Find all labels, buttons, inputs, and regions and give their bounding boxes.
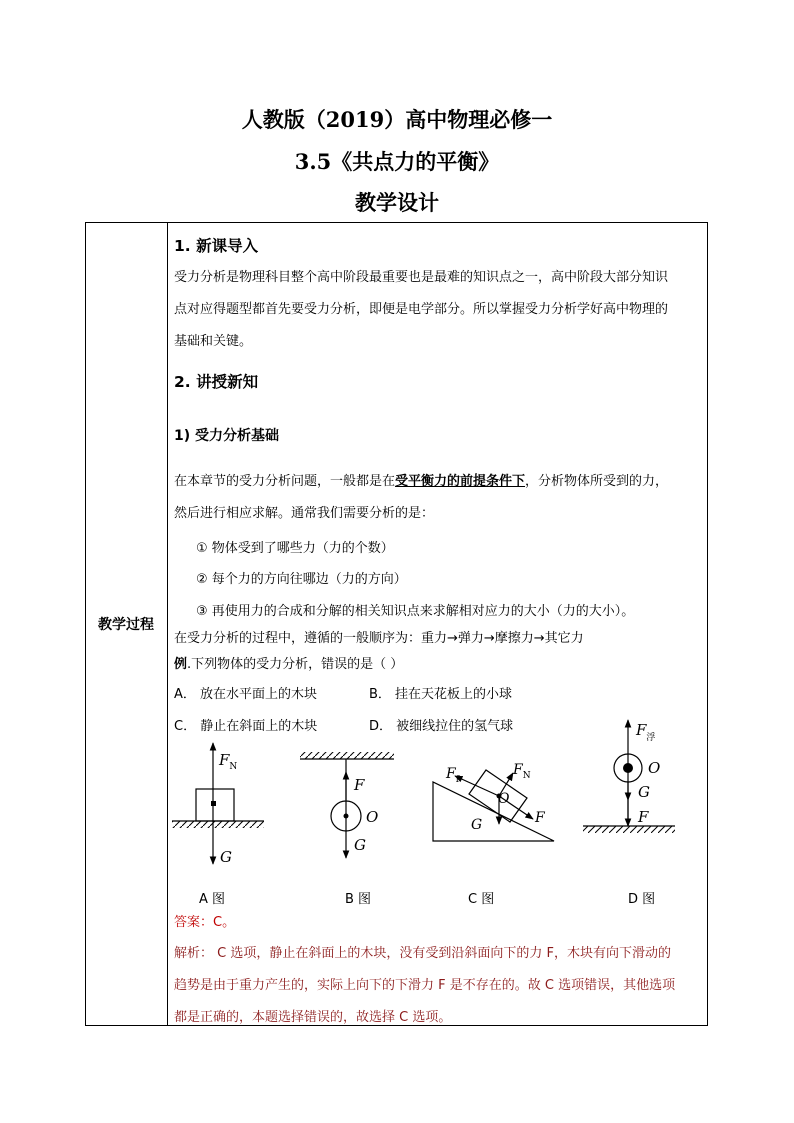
label-f: F (354, 776, 365, 794)
figure-a (172, 743, 264, 866)
analysis-line2: 趋势是由于重力产生的，实际上向下的下滑力 F 是不存在的。故 C 选项错误，其他选项 (174, 978, 676, 993)
caption-b: B 图 (345, 892, 372, 907)
list-item: ③ 再使用力的合成和分解的相关知识点来求解相对应力的大小（力的大小）。 (196, 604, 635, 619)
friction-arrow (455, 776, 499, 796)
label-ff: $F_f$ (446, 766, 460, 785)
answer: 答案：C。 (174, 915, 236, 930)
option-c: C． 静止在斜面上的木块 (174, 719, 318, 734)
label-o: O (648, 759, 661, 777)
figure-b (300, 752, 394, 858)
example-question-text: .下列物体的受力分析，错误的是（ ） (187, 657, 404, 672)
document-type-title: 教学设计 (355, 190, 439, 215)
section2-para1-line2: 然后进行相应求解。通常我们需要分析的是： (174, 506, 435, 521)
para1-prefix: 在本章节的受力分析问题，一般都是在 (174, 474, 396, 489)
example-label: 例 (174, 657, 188, 672)
list-item: ① 物体受到了哪些力（力的个数） (196, 541, 394, 556)
label-g: G (471, 817, 483, 833)
section1-para-line2: 点对应得题型都首先要受力分析，即便是电学部分。所以掌握受力分析学好高中物理的 (174, 302, 669, 317)
label-fn: $F_N$ (513, 762, 531, 781)
caption-c: C 图 (468, 892, 495, 907)
option-d: D． 被细线拉住的氢气球 (369, 719, 514, 734)
label-g: G (220, 848, 232, 866)
section1-para-line1: 受力分析是物理科目整个高中阶段最重要也是最难的知识点之一，高中阶段大部分知识 (174, 270, 669, 285)
section1-heading: 1. 新课导入 (174, 237, 259, 255)
ground-hatch (583, 826, 675, 833)
option-a: A． 放在水平面上的木块 (174, 687, 318, 702)
para1-emphasis: 受平衡力的前提条件下 (395, 474, 526, 489)
figure-d (583, 720, 675, 833)
label-fn: $F_N$ (219, 751, 238, 772)
label-f: F (535, 810, 545, 826)
left-column-label: 教学过程 (98, 617, 154, 633)
label-o: O (366, 808, 379, 826)
label-f-float: $F_浮$ (636, 721, 656, 743)
figure-c (433, 762, 554, 841)
lesson-title: 3.5《共点力的平衡》 (294, 149, 500, 174)
label-f: F (638, 808, 649, 826)
ceiling-hatch (300, 752, 394, 759)
caption-d: D 图 (628, 892, 656, 907)
list-item: ② 每个力的方向往哪边（力的方向） (196, 572, 407, 587)
analysis-line1: 解析： C 选项，静止在斜面上的木块，没有受到沿斜面向下的力 F，木块有向下滑动的 (174, 946, 671, 961)
section1-para-line3: 基础和关键。 (174, 334, 253, 349)
label-o: O (498, 791, 510, 807)
label-g: G (638, 783, 650, 801)
section2-subheading: 1) 受力分析基础 (174, 428, 280, 444)
caption-a: A 图 (199, 892, 226, 907)
order-line: 在受力分析的过程中，遵循的一般顺序为：重力→弹力→摩擦力→其它力 (174, 631, 584, 646)
label-g: G (354, 836, 366, 854)
option-b: B． 挂在天花板上的小球 (369, 687, 513, 702)
section2-heading: 2. 讲授新知 (174, 373, 259, 391)
para1-suffix: ，分析物体所受到的力， (525, 474, 669, 489)
ground-hatch (172, 821, 264, 828)
document-title: 人教版（2019）高中物理必修一 (241, 107, 553, 132)
analysis-line3: 都是正确的，本题选择错误的，故选择 C 选项。 (174, 1010, 452, 1025)
